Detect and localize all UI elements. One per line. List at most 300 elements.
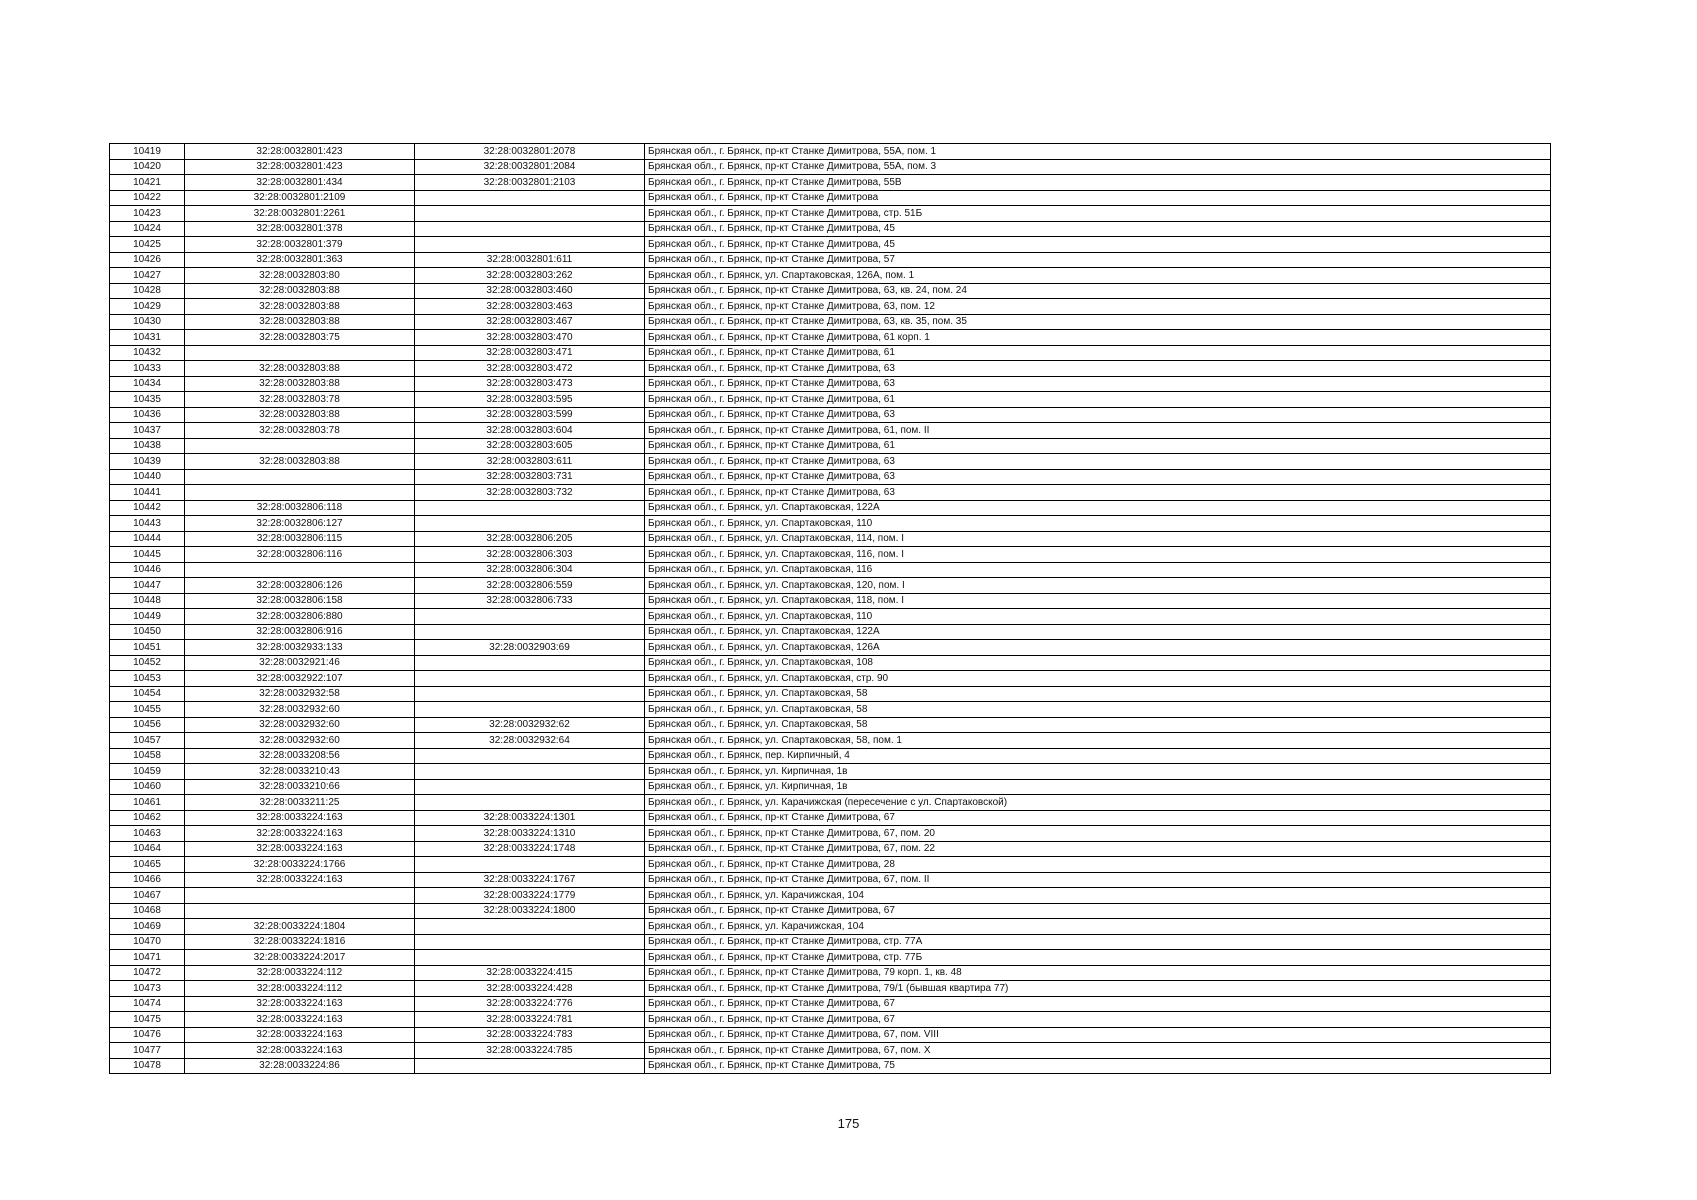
address-cell: Брянская обл., г. Брянск, ул. Спартаковская, 116, пом. I [645,547,1551,563]
object-number-cell: 32:28:0033224:428 [415,981,645,997]
row-number-cell: 10430 [110,314,185,330]
address-cell: Брянская обл., г. Брянск, пр-кт Станке Димитрова, стр. 77А [645,934,1551,950]
address-cell: Брянская обл., г. Брянск, ул. Спартаковская, 58 [645,702,1551,718]
address-cell: Брянская обл., г. Брянск, пр-кт Станке Димитрова, 67 [645,996,1551,1012]
cadastral-number-cell: 32:28:0032801:363 [185,252,415,268]
table-row [110,438,1551,454]
object-number-cell: 32:28:0032801:2084 [415,159,645,175]
cadastral-number-cell: 32:28:0033210:66 [185,779,415,795]
object-number-cell: 32:28:0032801:2103 [415,175,645,191]
cadastral-number-cell: 32:28:0033211:25 [185,795,415,811]
table-row [110,655,1551,671]
table-row [110,965,1551,981]
table-row [110,299,1551,315]
cadastral-number-cell: 32:28:0033224:112 [185,965,415,981]
cadastral-number-cell: 32:28:0032933:133 [185,640,415,656]
object-number-cell [415,686,645,702]
cadastral-number-cell: 32:28:0032803:78 [185,392,415,408]
cadastral-number-cell: 32:28:0033224:2017 [185,950,415,966]
object-number-cell: 32:28:0032903:69 [415,640,645,656]
address-cell: Брянская обл., г. Брянск, ул. Карачижская (пересечение с ул. Спартаковской) [645,795,1551,811]
table-row [110,841,1551,857]
table-row [110,221,1551,237]
row-number-cell: 10448 [110,593,185,609]
cadastral-number-cell: 32:28:0032803:88 [185,407,415,423]
table-row [110,686,1551,702]
cadastral-number-cell: 32:28:0033224:163 [185,1027,415,1043]
address-cell: Брянская обл., г. Брянск, пр-кт Станке Димитрова, 79/1 (бывшая квартира 77) [645,981,1551,997]
object-number-cell [415,779,645,795]
address-cell: Брянская обл., г. Брянск, пр-кт Станке Димитрова, 61 [645,345,1551,361]
cadastral-number-cell: 32:28:0032803:80 [185,268,415,284]
row-number-cell: 10451 [110,640,185,656]
table-row [110,407,1551,423]
object-number-cell: 32:28:0033224:783 [415,1027,645,1043]
row-number-cell: 10476 [110,1027,185,1043]
row-number-cell: 10420 [110,159,185,175]
cadastral-number-cell: 32:28:0032801:2109 [185,190,415,206]
object-number-cell: 32:28:0032803:595 [415,392,645,408]
row-number-cell: 10419 [110,144,185,160]
cadastral-number-cell: 32:28:0033224:163 [185,826,415,842]
table-row [110,593,1551,609]
cadastral-number-cell [185,903,415,919]
row-number-cell: 10425 [110,237,185,253]
address-cell: Брянская обл., г. Брянск, пр-кт Станке Димитрова, 61 [645,392,1551,408]
row-number-cell: 10437 [110,423,185,439]
row-number-cell: 10435 [110,392,185,408]
address-cell: Брянская обл., г. Брянск, пр-кт Станке Димитрова, 75 [645,1058,1551,1074]
object-number-cell: 32:28:0032803:599 [415,407,645,423]
table-row [110,252,1551,268]
row-number-cell: 10455 [110,702,185,718]
address-cell: Брянская обл., г. Брянск, ул. Спартаковская, 122А [645,500,1551,516]
cadastral-number-cell: 32:28:0033224:1766 [185,857,415,873]
cadastral-number-cell [185,888,415,904]
table-row [110,190,1551,206]
table-row [110,733,1551,749]
table-row [110,392,1551,408]
address-cell: Брянская обл., г. Брянск, ул. Спартаковская, 116 [645,562,1551,578]
table-row [110,454,1551,470]
row-number-cell: 10432 [110,345,185,361]
address-cell: Брянская обл., г. Брянск, пр-кт Станке Димитрова, 55В [645,175,1551,191]
table-row [110,159,1551,175]
address-cell: Брянская обл., г. Брянск, ул. Спартаковская, 126А [645,640,1551,656]
address-cell: Брянская обл., г. Брянск, ул. Спартаковская, 118, пом. I [645,593,1551,609]
address-cell: Брянская обл., г. Брянск, ул. Кирпичная, 1в [645,779,1551,795]
object-number-cell [415,206,645,222]
row-number-cell: 10456 [110,717,185,733]
cadastral-number-cell: 32:28:0033224:163 [185,1012,415,1028]
table-row [110,640,1551,656]
object-number-cell: 32:28:0033224:1301 [415,810,645,826]
object-number-cell: 32:28:0032803:463 [415,299,645,315]
cadastral-number-cell: 32:28:0032803:88 [185,283,415,299]
address-cell: Брянская обл., г. Брянск, ул. Спартаковская, 114, пом. I [645,531,1551,547]
table-row [110,469,1551,485]
address-cell: Брянская обл., г. Брянск, пр-кт Станке Димитрова, 45 [645,237,1551,253]
row-number-cell: 10441 [110,485,185,501]
cadastral-number-cell: 32:28:0032801:379 [185,237,415,253]
object-number-cell: 32:28:0033224:1800 [415,903,645,919]
cadastral-number-cell: 32:28:0032932:60 [185,702,415,718]
address-cell: Брянская обл., г. Брянск, пр-кт Станке Димитрова, 63, пом. 12 [645,299,1551,315]
table-row [110,237,1551,253]
row-number-cell: 10473 [110,981,185,997]
address-cell: Брянская обл., г. Брянск, пр-кт Станке Димитрова, 63, кв. 24, пом. 24 [645,283,1551,299]
table-body [110,144,1551,1074]
cadastral-number-cell [185,345,415,361]
cadastral-number-cell: 32:28:0033224:163 [185,841,415,857]
row-number-cell: 10444 [110,531,185,547]
object-number-cell: 32:28:0032803:471 [415,345,645,361]
object-number-cell: 32:28:0033224:1779 [415,888,645,904]
cadastral-number-cell: 32:28:0032803:88 [185,361,415,377]
address-cell: Брянская обл., г. Брянск, пр-кт Станке Димитрова, стр. 51Б [645,206,1551,222]
table-row [110,996,1551,1012]
row-number-cell: 10462 [110,810,185,826]
row-number-cell: 10443 [110,516,185,532]
row-number-cell: 10440 [110,469,185,485]
table-row [110,795,1551,811]
address-cell: Брянская обл., г. Брянск, ул. Спартаковская, 58 [645,717,1551,733]
table-row [110,423,1551,439]
row-number-cell: 10449 [110,609,185,625]
address-cell: Брянская обл., г. Брянск, ул. Спартаковская, 58 [645,686,1551,702]
cadastral-number-cell: 32:28:0032803:75 [185,330,415,346]
row-number-cell: 10471 [110,950,185,966]
table-row [110,547,1551,563]
row-number-cell: 10446 [110,562,185,578]
object-number-cell [415,671,645,687]
cadastral-number-cell: 32:28:0032806:127 [185,516,415,532]
address-cell: Брянская обл., г. Брянск, пр-кт Станке Димитрова, 67, пом. X [645,1043,1551,1059]
row-number-cell: 10467 [110,888,185,904]
address-cell: Брянская обл., г. Брянск, пр-кт Станке Димитрова, 55А, пом. 3 [645,159,1551,175]
address-cell: Брянская обл., г. Брянск, пр-кт Станке Димитрова, 63 [645,485,1551,501]
cadastral-number-cell: 32:28:0032806:116 [185,547,415,563]
object-number-cell: 32:28:0033224:776 [415,996,645,1012]
row-number-cell: 10474 [110,996,185,1012]
cadastral-number-cell: 32:28:0032803:88 [185,299,415,315]
row-number-cell: 10439 [110,454,185,470]
cadastral-number-cell: 32:28:0033224:1804 [185,919,415,935]
row-number-cell: 10469 [110,919,185,935]
table-row [110,919,1551,935]
page-number: 175 [837,1116,860,1131]
address-cell: Брянская обл., г. Брянск, ул. Спартаковская, 110 [645,609,1551,625]
table-row [110,671,1551,687]
cadastral-number-cell: 32:28:0033224:112 [185,981,415,997]
row-number-cell: 10434 [110,376,185,392]
cadastral-number-cell: 32:28:0032806:880 [185,609,415,625]
address-cell: Брянская обл., г. Брянск, пр-кт Станке Димитрова, 61 [645,438,1551,454]
cadastral-number-cell: 32:28:0033224:163 [185,1043,415,1059]
object-number-cell [415,950,645,966]
address-cell: Брянская обл., г. Брянск, пр-кт Станке Димитрова, 67 [645,810,1551,826]
table-row [110,345,1551,361]
cadastral-number-cell: 32:28:0033208:56 [185,748,415,764]
row-number-cell: 10450 [110,624,185,640]
object-number-cell: 32:28:0032803:467 [415,314,645,330]
address-cell: Брянская обл., г. Брянск, пр-кт Станке Димитрова, стр. 77Б [645,950,1551,966]
cadastral-number-cell: 32:28:0032801:2261 [185,206,415,222]
cadastral-number-cell: 32:28:0032803:88 [185,454,415,470]
row-number-cell: 10460 [110,779,185,795]
row-number-cell: 10427 [110,268,185,284]
object-number-cell [415,795,645,811]
object-number-cell: 32:28:0032803:604 [415,423,645,439]
address-cell: Брянская обл., г. Брянск, пр-кт Станке Димитрова, 63 [645,376,1551,392]
row-number-cell: 10472 [110,965,185,981]
address-cell: Брянская обл., г. Брянск, пер. Кирпичный, 4 [645,748,1551,764]
table-row [110,810,1551,826]
object-number-cell [415,764,645,780]
table-row [110,376,1551,392]
cadastral-number-cell: 32:28:0032806:158 [185,593,415,609]
table-row [110,872,1551,888]
address-cell: Брянская обл., г. Брянск, пр-кт Станке Димитрова [645,190,1551,206]
object-number-cell [415,655,645,671]
object-number-cell: 32:28:0032803:470 [415,330,645,346]
object-number-cell: 32:28:0032801:611 [415,252,645,268]
cadastral-number-cell: 32:28:0033210:43 [185,764,415,780]
row-number-cell: 10428 [110,283,185,299]
address-cell: Брянская обл., г. Брянск, пр-кт Станке Димитрова, 67 [645,1012,1551,1028]
table-row [110,950,1551,966]
object-number-cell [415,748,645,764]
row-number-cell: 10442 [110,500,185,516]
address-cell: Брянская обл., г. Брянск, ул. Спартаковская, стр. 90 [645,671,1551,687]
object-number-cell: 32:28:0032806:205 [415,531,645,547]
object-number-cell [415,624,645,640]
address-cell: Брянская обл., г. Брянск, пр-кт Станке Димитрова, 63 [645,469,1551,485]
cadastral-number-cell: 32:28:0032801:378 [185,221,415,237]
address-cell: Брянская обл., г. Брянск, пр-кт Станке Димитрова, 79 корп. 1, кв. 48 [645,965,1551,981]
address-cell: Брянская обл., г. Брянск, ул. Карачижская, 104 [645,888,1551,904]
object-number-cell: 32:28:0033224:415 [415,965,645,981]
cadastral-number-cell: 32:28:0032932:60 [185,717,415,733]
table-row [110,283,1551,299]
address-cell: Брянская обл., г. Брянск, пр-кт Станке Димитрова, 55А, пом. 1 [645,144,1551,160]
cadastral-number-cell: 32:28:0032922:107 [185,671,415,687]
row-number-cell: 10459 [110,764,185,780]
address-cell: Брянская обл., г. Брянск, ул. Спартаковская, 126А, пом. 1 [645,268,1551,284]
object-number-cell: 32:28:0032803:605 [415,438,645,454]
cadastral-number-cell: 32:28:0032806:118 [185,500,415,516]
cadastral-number-cell: 32:28:0033224:1816 [185,934,415,950]
cadastral-number-cell [185,469,415,485]
row-number-cell: 10470 [110,934,185,950]
object-number-cell [415,857,645,873]
cadastral-number-cell [185,562,415,578]
table-row [110,1027,1551,1043]
row-number-cell: 10423 [110,206,185,222]
table-row [110,516,1551,532]
row-number-cell: 10463 [110,826,185,842]
address-cell: Брянская обл., г. Брянск, ул. Спартаковская, 110 [645,516,1551,532]
object-number-cell: 32:28:0032806:303 [415,547,645,563]
table-row [110,562,1551,578]
object-number-cell [415,934,645,950]
table-row [110,888,1551,904]
cadastral-number-cell: 32:28:0033224:163 [185,810,415,826]
address-cell: Брянская обл., г. Брянск, пр-кт Станке Димитрова, 63 [645,361,1551,377]
cadastral-number-cell: 32:28:0032932:58 [185,686,415,702]
table-row [110,764,1551,780]
table-row [110,206,1551,222]
table-row [110,1043,1551,1059]
row-number-cell: 10477 [110,1043,185,1059]
object-number-cell [415,500,645,516]
address-cell: Брянская обл., г. Брянск, пр-кт Станке Димитрова, 45 [645,221,1551,237]
address-cell: Брянская обл., г. Брянск, ул. Спартаковская, 58, пом. 1 [645,733,1551,749]
table-row [110,702,1551,718]
table-row [110,578,1551,594]
table-row [110,826,1551,842]
cadastral-number-cell: 32:28:0032932:60 [185,733,415,749]
table-row [110,981,1551,997]
object-number-cell: 32:28:0033224:1310 [415,826,645,842]
table-row [110,717,1551,733]
row-number-cell: 10422 [110,190,185,206]
cadastral-number-cell: 32:28:0032801:434 [185,175,415,191]
row-number-cell: 10431 [110,330,185,346]
cadastral-number-cell: 32:28:0033224:163 [185,996,415,1012]
table-row [110,268,1551,284]
address-cell: Брянская обл., г. Брянск, ул. Карачижская, 104 [645,919,1551,935]
table-row [110,485,1551,501]
address-cell: Брянская обл., г. Брянск, пр-кт Станке Димитрова, 67 [645,903,1551,919]
address-cell: Брянская обл., г. Брянск, пр-кт Станке Димитрова, 63 [645,454,1551,470]
object-number-cell [415,237,645,253]
object-number-cell [415,516,645,532]
cadastral-number-cell: 32:28:0032806:126 [185,578,415,594]
row-number-cell: 10421 [110,175,185,191]
cadastral-number-cell: 32:28:0033224:86 [185,1058,415,1074]
row-number-cell: 10433 [110,361,185,377]
address-cell: Брянская обл., г. Брянск, пр-кт Станке Димитрова, 67, пом. 22 [645,841,1551,857]
cadastral-number-cell [185,485,415,501]
object-number-cell: 32:28:0032801:2078 [415,144,645,160]
object-number-cell: 32:28:0032806:559 [415,578,645,594]
object-number-cell: 32:28:0032803:473 [415,376,645,392]
object-number-cell: 32:28:0032803:472 [415,361,645,377]
row-number-cell: 10461 [110,795,185,811]
object-number-cell: 32:28:0032803:460 [415,283,645,299]
cadastral-number-cell: 32:28:0032803:88 [185,376,415,392]
table-row [110,361,1551,377]
row-number-cell: 10454 [110,686,185,702]
row-number-cell: 10453 [110,671,185,687]
table-row [110,531,1551,547]
table-row [110,857,1551,873]
table-row [110,500,1551,516]
cadastral-number-cell: 32:28:0032921:46 [185,655,415,671]
address-cell: Брянская обл., г. Брянск, пр-кт Станке Димитрова, 67, пом. 20 [645,826,1551,842]
address-cell: Брянская обл., г. Брянск, пр-кт Станке Димитрова, 28 [645,857,1551,873]
row-number-cell: 10464 [110,841,185,857]
object-number-cell: 32:28:0032806:304 [415,562,645,578]
row-number-cell: 10426 [110,252,185,268]
address-cell: Брянская обл., г. Брянск, пр-кт Станке Димитрова, 63 [645,407,1551,423]
table-row [110,144,1551,160]
address-cell: Брянская обл., г. Брянск, ул. Спартаковская, 108 [645,655,1551,671]
object-number-cell: 32:28:0033224:1748 [415,841,645,857]
address-cell: Брянская обл., г. Брянск, ул. Кирпичная, 1в [645,764,1551,780]
address-cell: Брянская обл., г. Брянск, пр-кт Станке Димитрова, 57 [645,252,1551,268]
row-number-cell: 10429 [110,299,185,315]
row-number-cell: 10458 [110,748,185,764]
object-number-cell: 32:28:0033224:785 [415,1043,645,1059]
table-row [110,314,1551,330]
row-number-cell: 10466 [110,872,185,888]
row-number-cell: 10468 [110,903,185,919]
table-row [110,779,1551,795]
document-table [109,143,1551,1074]
address-cell: Брянская обл., г. Брянск, пр-кт Станке Димитрова, 61 корп. 1 [645,330,1551,346]
object-number-cell [415,609,645,625]
object-number-cell: 32:28:0032932:62 [415,717,645,733]
row-number-cell: 10475 [110,1012,185,1028]
object-number-cell: 32:28:0032803:732 [415,485,645,501]
table-row [110,1058,1551,1074]
table-row [110,1012,1551,1028]
object-number-cell [415,190,645,206]
address-cell: Брянская обл., г. Брянск, пр-кт Станке Димитрова, 61, пом. II [645,423,1551,439]
object-number-cell [415,221,645,237]
row-number-cell: 10438 [110,438,185,454]
object-number-cell [415,1058,645,1074]
address-cell: Брянская обл., г. Брянск, пр-кт Станке Димитрова, 67, пом. II [645,872,1551,888]
row-number-cell: 10447 [110,578,185,594]
cadastral-number-cell [185,438,415,454]
object-number-cell: 32:28:0033224:1767 [415,872,645,888]
address-cell: Брянская обл., г. Брянск, ул. Спартаковская, 120, пом. I [645,578,1551,594]
row-number-cell: 10445 [110,547,185,563]
object-number-cell [415,919,645,935]
table-row [110,624,1551,640]
object-number-cell: 32:28:0032803:262 [415,268,645,284]
object-number-cell: 32:28:0032932:64 [415,733,645,749]
object-number-cell [415,702,645,718]
row-number-cell: 10436 [110,407,185,423]
row-number-cell: 10465 [110,857,185,873]
cadastral-number-cell: 32:28:0032806:115 [185,531,415,547]
address-cell: Брянская обл., г. Брянск, пр-кт Станке Димитрова, 63, кв. 35, пом. 35 [645,314,1551,330]
row-number-cell: 10457 [110,733,185,749]
table-row [110,934,1551,950]
object-number-cell: 32:28:0032803:611 [415,454,645,470]
cadastral-number-cell: 32:28:0033224:163 [185,872,415,888]
address-cell: Брянская обл., г. Брянск, ул. Спартаковская, 122А [645,624,1551,640]
row-number-cell: 10424 [110,221,185,237]
table-row [110,903,1551,919]
table-row [110,748,1551,764]
cadastral-number-cell: 32:28:0032801:423 [185,159,415,175]
cadastral-number-cell: 32:28:0032801:423 [185,144,415,160]
cadastral-number-cell: 32:28:0032803:78 [185,423,415,439]
address-cell: Брянская обл., г. Брянск, пр-кт Станке Димитрова, 67, пом. VIII [645,1027,1551,1043]
object-number-cell: 32:28:0032803:731 [415,469,645,485]
row-number-cell: 10478 [110,1058,185,1074]
table-row [110,330,1551,346]
object-number-cell: 32:28:0032806:733 [415,593,645,609]
row-number-cell: 10452 [110,655,185,671]
cadastral-number-cell: 32:28:0032806:916 [185,624,415,640]
table-row [110,175,1551,191]
